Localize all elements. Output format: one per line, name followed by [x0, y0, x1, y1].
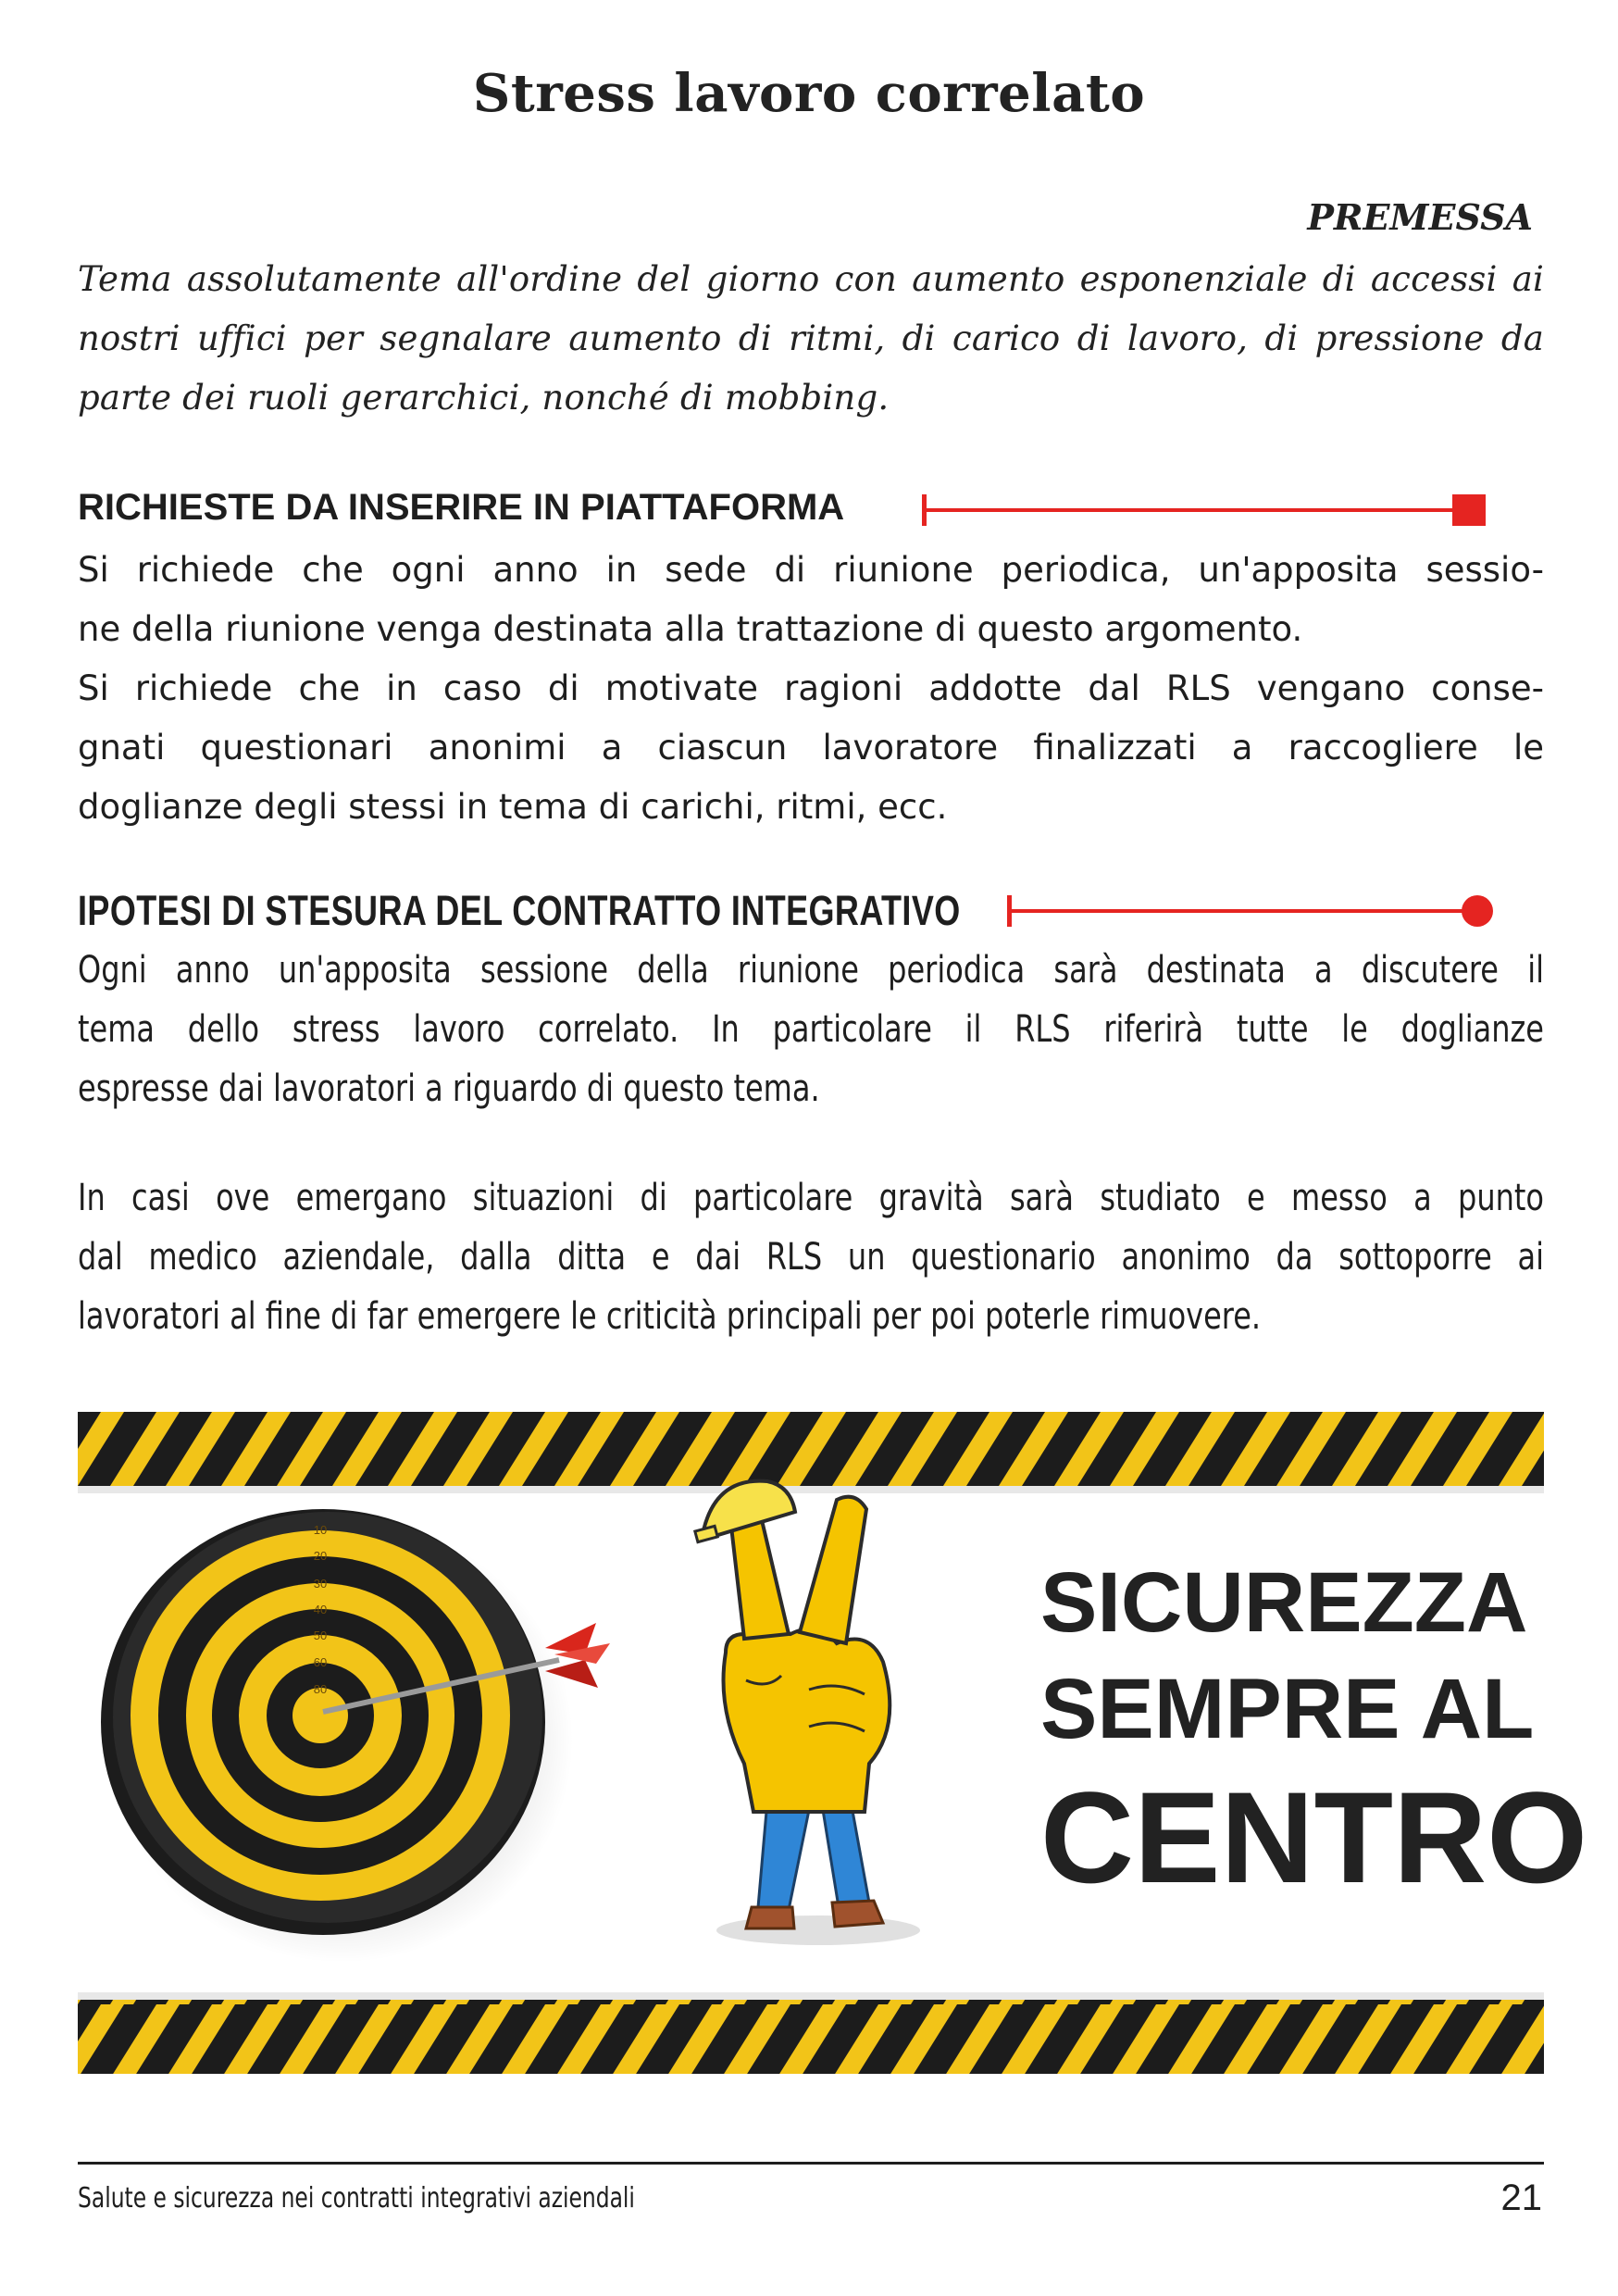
richieste-line: doglianze degli stessi in tema di carichi, ritmi, ecc.	[78, 787, 948, 827]
richieste-line: gnati questionari anonimi a ciascun lavoratore finalizzati a raccogliere le	[78, 728, 1544, 767]
target-label: 30	[313, 1577, 328, 1591]
ipotesi-line: dal medico aziendale, dalla ditta e dai RLS un questionario anonimo da sottoporre ai	[78, 1236, 1544, 1279]
safety-banner	[78, 1412, 1588, 2074]
ipotesi-line: tema dello stress lavoro correlato. In particolare il RLS riferirà tutte le doglianze	[78, 1008, 1544, 1051]
hazard-stripe-bottom	[78, 2000, 1544, 2074]
page-number: 21	[1500, 2177, 1542, 2218]
target-label: 60	[313, 1655, 328, 1669]
banner-line-3: CENTRO	[1040, 1765, 1588, 1910]
dartboard-icon	[101, 1509, 610, 1963]
target-label: 40	[313, 1603, 328, 1616]
richieste-line: Si richiede che in caso di motivate ragioni addotte dal RLS vengano conse-	[78, 668, 1544, 708]
rule-end-circle	[1462, 895, 1493, 927]
target-label: 50	[313, 1628, 328, 1642]
richieste-line: Si richiede che ogni anno in sede di riunione periodica, un'apposita sessio-	[78, 550, 1544, 590]
ipotesi-line: espresse dai lavoratori a riguardo di questo tema.	[78, 1067, 820, 1110]
ipotesi-paragraph-2	[78, 1168, 1544, 1346]
premessa-text: Tema assolutamente all'ordine del giorno con aumento esponenziale di accessi ai nostri uffici per segnalare aumento di ritmi, di carico di lavoro, di pressione da parte dei ruoli gerarchici, nonché di mobbing.	[78, 259, 1544, 418]
footer-caption: Salute e sicurezza nei contratti integrativi aziendali	[78, 2182, 635, 2215]
hazard-stripe-top	[78, 1412, 1544, 1486]
banner-line-1: SICUREZZA	[1040, 1555, 1528, 1650]
target-label: 80	[313, 1682, 328, 1696]
ipotesi-line: Ogni anno un'apposita sessione della riunione periodica sarà destinata a discutere il	[78, 949, 1544, 992]
premessa-label: PREMESSA	[1307, 196, 1533, 238]
page-title: Stress lavoro correlato	[472, 63, 1146, 124]
victory-hand-mascot-icon	[695, 1481, 920, 1945]
footer-rule	[78, 2162, 1544, 2165]
ipotesi-line: In casi ove emergano situazioni di particolare gravità sarà studiato e messo a punto	[78, 1177, 1544, 1219]
heading-rule-circle	[1005, 891, 1505, 931]
target-label: 10	[313, 1523, 328, 1537]
banner-line-2: SEMPRE AL	[1040, 1662, 1535, 1756]
richieste-line: ne della riunione venga destinata alla trattazione di questo argomento.	[78, 609, 1303, 649]
rule-line	[1007, 909, 1470, 913]
ipotesi-line: lavoratori al fine di far emergere le criticità principali per poi poterle rimuovere.	[78, 1295, 1262, 1338]
heading-rule-square	[920, 489, 1494, 530]
ipotesi-paragraph-1	[78, 941, 1544, 1118]
ipotesi-heading: IPOTESI DI STESURA DEL CONTRATTO INTEGRATIVO	[78, 887, 961, 934]
rule-end-square	[1452, 494, 1486, 526]
richieste-heading: RICHIESTE DA INSERIRE IN PIATTAFORMA	[78, 487, 845, 528]
richieste-paragraph	[78, 541, 1544, 837]
target-label: 20	[313, 1549, 328, 1563]
rule-line	[922, 508, 1468, 512]
